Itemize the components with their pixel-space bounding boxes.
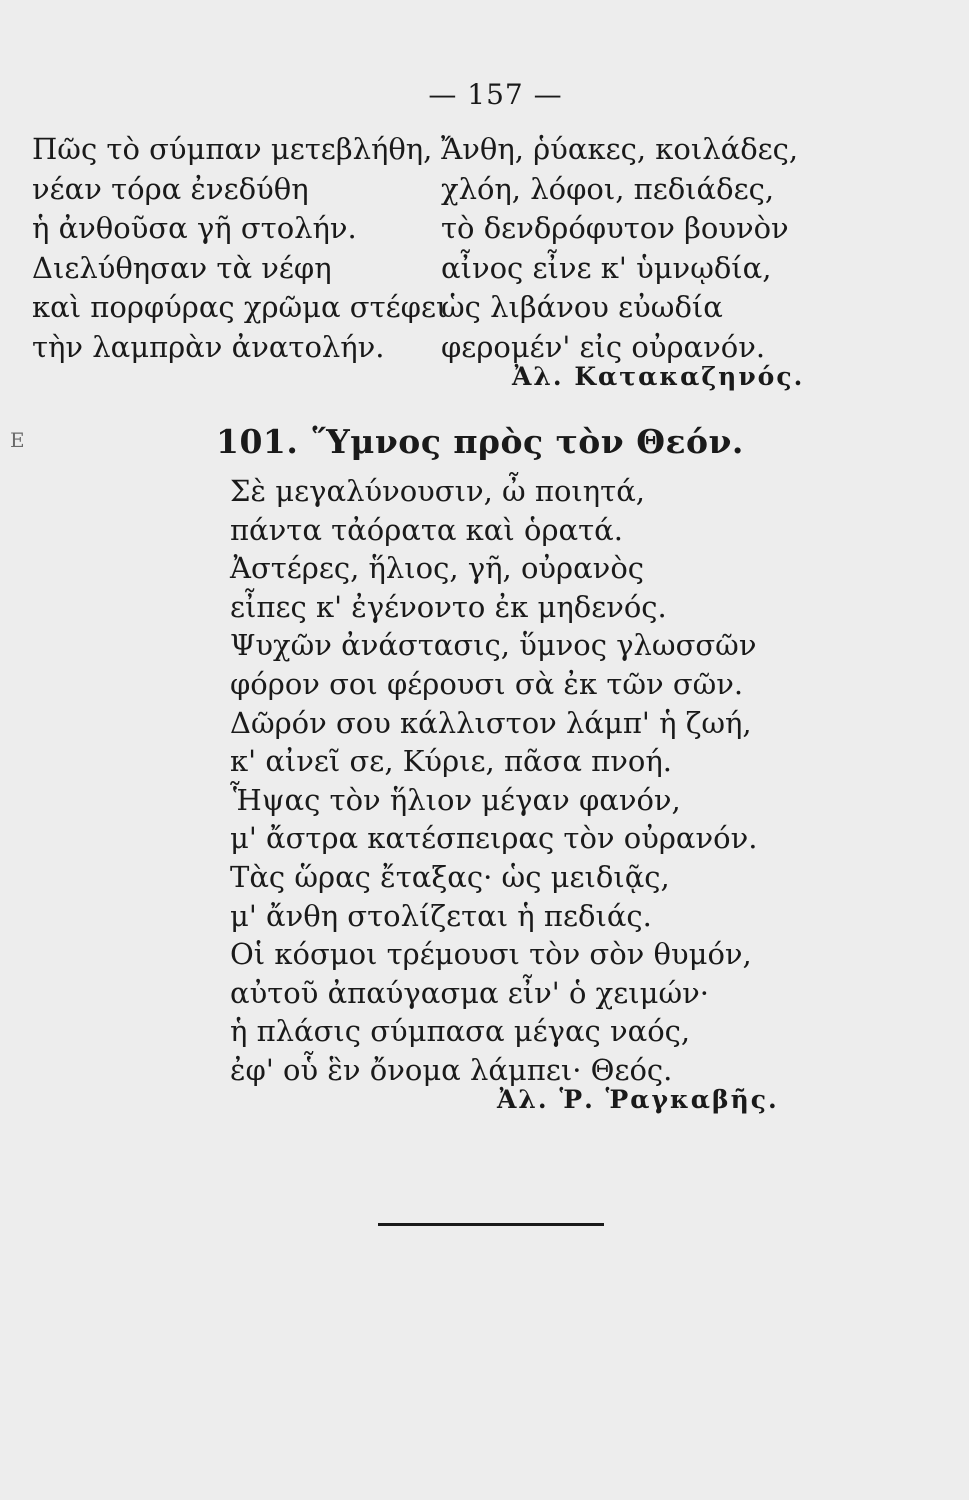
verse-line: ἐφ' οὗ ἓν ὄνομα λάμπει· Θεός.: [230, 1052, 673, 1087]
verse-line: τὸ δενδρόφυτον βουνὸν: [441, 211, 789, 245]
margin-mark: E: [10, 428, 28, 452]
verse-line: ἡ πλάσις σύμπασα μέγας ναός,: [230, 1014, 691, 1049]
verse-line: αὐτοῦ ἀπαύγασμα εἶν' ὁ χειμών·: [230, 975, 709, 1010]
verse-line: Ἀστέρες, ἥλιος, γῆ, οὐρανὸς: [230, 551, 645, 586]
page-number: — 157 —: [428, 78, 563, 111]
author-signature-2: Ἀλ. Ῥ. Ῥαγκαβῆς.: [497, 1085, 779, 1114]
right-stanza-column: [441, 130, 798, 367]
verse-line: φόρον σοι φέρουσι σὰ ἐκ τῶν σῶν.: [230, 666, 744, 701]
verse-line: κ' αἰνεῖ σε, Κύριε, πᾶσα πνοή.: [230, 744, 672, 779]
verse-line: εἶπες κ' ἐγένοντο ἐκ μηδενός.: [230, 589, 667, 624]
verse-line: τὴν λαμπρὰν ἀνατολήν.: [32, 329, 385, 364]
verse-line: Πῶς τὸ σύμπαν μετεβλήθη,: [32, 132, 433, 166]
verse-line: πάντα τἀόρατα καὶ ὁρατά.: [230, 512, 623, 547]
verse-line: Οἱ κόσμοι τρέμουσι τὸν σὸν θυμόν,: [230, 937, 752, 972]
verse-line: Ἧψας τὸν ἥλιον μέγαν φανόν,: [230, 782, 681, 817]
verse-line: μ' ἄστρα κατέσπειρας τὸν οὐρανόν.: [230, 821, 758, 856]
author-signature-1: Ἀλ. Κατακαζηνός.: [512, 362, 805, 391]
verse-line: χλόη, λόφοι, πεδιάδες,: [441, 171, 775, 206]
verse-line: νέαν τόρα ἐνεδύθη: [32, 171, 309, 206]
poem-title-text: Ὕμνος πρὸς τὸν Θεόν.: [312, 422, 744, 461]
verse-line: Ψυχῶν ἀνάστασις, ὕμνος γλωσσῶν: [230, 628, 757, 663]
verse-line: μ' ἄνθη στολίζεται ἡ πεδιάς.: [230, 898, 652, 933]
verse-line: φερομέν' εἰς οὐρανόν.: [441, 329, 766, 364]
verse-line: Τὰς ὥρας ἔταξας· ὡς μειδιᾷς,: [230, 859, 670, 894]
verse-line: Δῶρόν σου κάλλιστον λάμπ' ἡ ζωή,: [230, 705, 752, 740]
verse-line: αἶνος εἶνε κ' ὑμνῳδία,: [441, 250, 772, 285]
poem-number: 101.: [216, 422, 299, 461]
verse-line: ὡς λιβάνου εὐωδία: [441, 290, 723, 324]
verse-line: Ἄνθη, ῥύακες, κοιλάδες,: [441, 132, 799, 166]
verse-line: Σὲ μεγαλύνουσιν, ὦ ποιητά,: [230, 474, 646, 508]
verse-line: ἡ ἀνθοῦσα γῆ στολήν.: [32, 211, 357, 245]
left-stanza-column: [32, 130, 447, 367]
poem-title: [216, 422, 744, 461]
poem-body: [230, 472, 757, 1090]
verse-line: Διελύθησαν τὰ νέφη: [32, 250, 332, 285]
end-rule: [378, 1223, 604, 1226]
verse-line: καὶ πορφύρας χρῶμα στέφει: [32, 290, 448, 324]
